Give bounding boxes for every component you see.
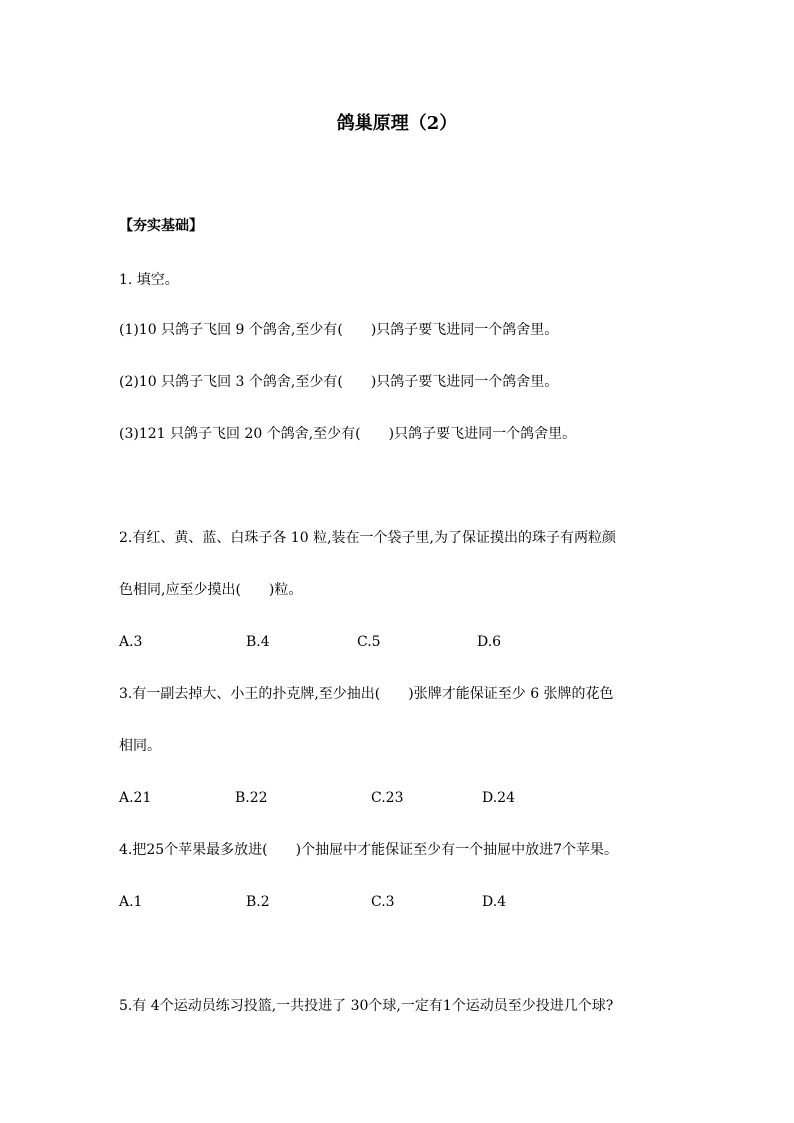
q1-stem: 1. 填空。 <box>119 272 179 288</box>
q3-line-1 <box>119 684 614 704</box>
q1-item-1 <box>119 320 558 340</box>
q3-option-b: B.22 <box>235 790 268 806</box>
q4-post: )个抽屉中才能保证至少有一个抽屉中放进7个苹果。 <box>295 842 619 858</box>
q3-line-2: 相同。 <box>119 738 161 754</box>
q4-option-d: D.4 <box>482 894 507 910</box>
q4-option-c: C.3 <box>371 894 395 910</box>
q4-option-b: B.2 <box>246 894 270 910</box>
q1-item-2-post: )只鸽子要飞进同一个鸽舍里。 <box>370 374 559 390</box>
q1-item-3-pre: (3)121 只鸽子飞回 20 个鸽舍,至少有( <box>119 426 361 442</box>
q3-option-a: A.21 <box>119 790 152 806</box>
q5-line: 5.有 4个运动员练习投篮,一共投进了 30个球,一定有1个运动员至少投进几个球? <box>119 998 614 1014</box>
q2-line-2-post: )粒。 <box>268 582 303 598</box>
q2-option-b: B.4 <box>246 634 270 650</box>
q1-item-3-post: )只鸽子要飞进同一个鸽舍里。 <box>388 426 577 442</box>
q4-line <box>119 840 618 860</box>
q1-item-1-pre: (1)10 只鸽子飞回 9 个鸽舍,至少有( <box>119 322 343 338</box>
page-title: 鸽巢原理（2） <box>336 113 458 134</box>
q3-option-d: D.24 <box>482 790 515 806</box>
q2-option-a: A.3 <box>119 634 143 650</box>
q2-line-2-pre: 色相同,应至少摸出( <box>119 582 241 598</box>
q1-item-2-pre: (2)10 只鸽子飞回 3 个鸽舍,至少有( <box>119 374 343 390</box>
q1-item-1-post: )只鸽子要飞进同一个鸽舍里。 <box>370 322 559 338</box>
q3-option-c: C.23 <box>371 790 404 806</box>
q2-option-c: C.5 <box>357 634 381 650</box>
q4-option-a: A.1 <box>119 894 143 910</box>
q3-line-1-post: )张牌才能保证至少 6 张牌的花色 <box>408 686 614 702</box>
q2-line-1: 2.有红、黄、蓝、白珠子各 10 粒,装在一个袋子里,为了保证摸出的珠子有两粒颜 <box>119 530 616 546</box>
q1-item-3 <box>119 424 576 444</box>
q4-pre: 4.把25个苹果最多放进( <box>119 842 268 858</box>
section-heading: 【夯实基础】 <box>119 218 203 234</box>
q2-option-d: D.6 <box>477 634 502 650</box>
q2-line-2 <box>119 580 302 600</box>
q3-line-1-pre: 3.有一副去掉大、小王的扑克牌,至少抽出( <box>119 686 381 702</box>
q1-item-2 <box>119 372 558 392</box>
